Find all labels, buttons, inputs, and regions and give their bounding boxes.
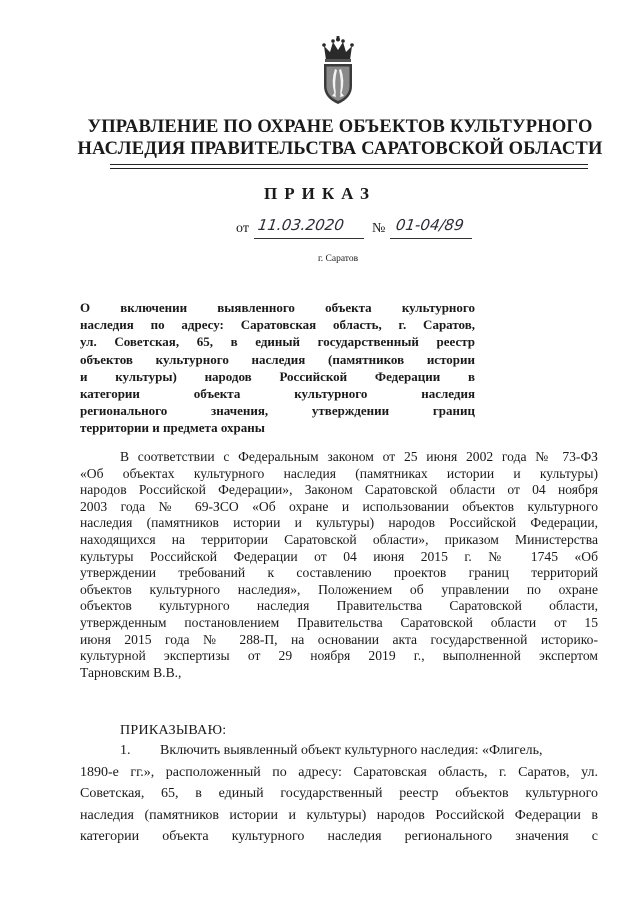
subject-line: наследия по адресу: Саратовская область, г. Саратов,	[80, 317, 475, 333]
preamble-line: В соответствии с Федеральным законом от 25 июня 2002 года № 73-ФЗ	[120, 449, 598, 464]
preamble-line: наследия (памятников истории и культуры) народов Российской Федерации,	[80, 515, 598, 531]
subject-line: регионального значения, утверждении границ	[80, 403, 475, 419]
order-subject	[80, 299, 475, 437]
date-label: от	[236, 221, 249, 236]
order-title: ПРИКАЗ	[264, 184, 376, 203]
order-directive-word: ПРИКАЗЫВАЮ:	[120, 723, 227, 738]
item-first-line	[80, 740, 598, 762]
preamble-line: культуры Российской Федерации от 04 июня 2015 г. № 1745 «Об	[80, 548, 598, 564]
preamble-paragraph	[80, 449, 598, 681]
subject-line: ул. Советская, 65, в единый государственный реестр	[80, 334, 475, 350]
preamble-line: объектов культурного наследия», Положением об управлении по охране	[80, 581, 598, 597]
preamble-line: народов Российской Федерации», Законом Саратовской области от 04 ноября	[80, 482, 598, 498]
item-line: Включить выявленный объект культурного наследия: «Флигель,	[160, 743, 543, 758]
item-number: 1.	[120, 743, 131, 758]
handwritten-number: 01-04/89	[394, 216, 465, 234]
subject-line: территории и предмета охраны	[80, 420, 265, 436]
date-underline	[254, 238, 364, 239]
header-divider-thin	[110, 168, 588, 169]
subject-line: объектов культурного наследия (памятников истории	[80, 351, 475, 367]
item-line: категории объекта культурного наследия регионального значения с	[80, 829, 598, 844]
city-label: г. Саратов	[317, 254, 359, 264]
preamble-line: объектов культурного наследия Правительства Саратовской области,	[80, 598, 598, 614]
preamble-line: 2003 года № 69-ЗСО «Об охране и использовании объектов культурного	[80, 498, 598, 514]
preamble-line: культурной экспертизы от 29 ноября 2019 г., выполненной экспертом	[80, 648, 598, 664]
subject-line: и культуры) народов Российской Федерации в	[80, 368, 475, 384]
preamble-line: находящихся на территории Саратовской области», приказом Министерства	[80, 531, 598, 547]
item-line: наследия (памятников истории и культуры) народов Российской Федерации в	[80, 807, 598, 823]
order-date-number-line	[236, 218, 486, 240]
order-item-1	[80, 740, 598, 848]
coat-of-arms-icon	[318, 36, 358, 108]
header-divider	[110, 164, 588, 165]
preamble-line: июня 2015 года № 288-П, на основании акта государственной историко-	[80, 631, 598, 647]
preamble-line: утвержденным постановлением Правительства Саратовской области от 15	[80, 614, 598, 630]
preamble-line: утверждении требований к составлению проектов границ территорий	[80, 565, 598, 581]
number-underline	[390, 238, 472, 239]
preamble-line: Тарновским В.В.,	[80, 664, 182, 680]
authority-name-line-1: УПРАВЛЕНИЕ ПО ОХРАНЕ ОБЪЕКТОВ КУЛЬТУРНОГО	[87, 117, 593, 137]
handwritten-date: 11.03.2020	[256, 216, 346, 234]
item-line: Советская, 65, в единый государственный реестр объектов культурного	[80, 786, 598, 801]
preamble-line: «Об объектах культурного наследия (памятниках истории и культуры)	[80, 465, 598, 481]
number-label: №	[372, 221, 386, 236]
item-line: 1890-е гг.», расположенный по адресу: Саратовская область, г. Саратов, ул.	[80, 764, 598, 780]
subject-line: категории объекта культурного наследия	[80, 385, 475, 401]
subject-line: О включении выявленного объекта культурного	[80, 300, 475, 315]
authority-name-line-2: НАСЛЕДИЯ ПРАВИТЕЛЬСТВА САРАТОВСКОЙ ОБЛАСТИ	[77, 139, 603, 159]
